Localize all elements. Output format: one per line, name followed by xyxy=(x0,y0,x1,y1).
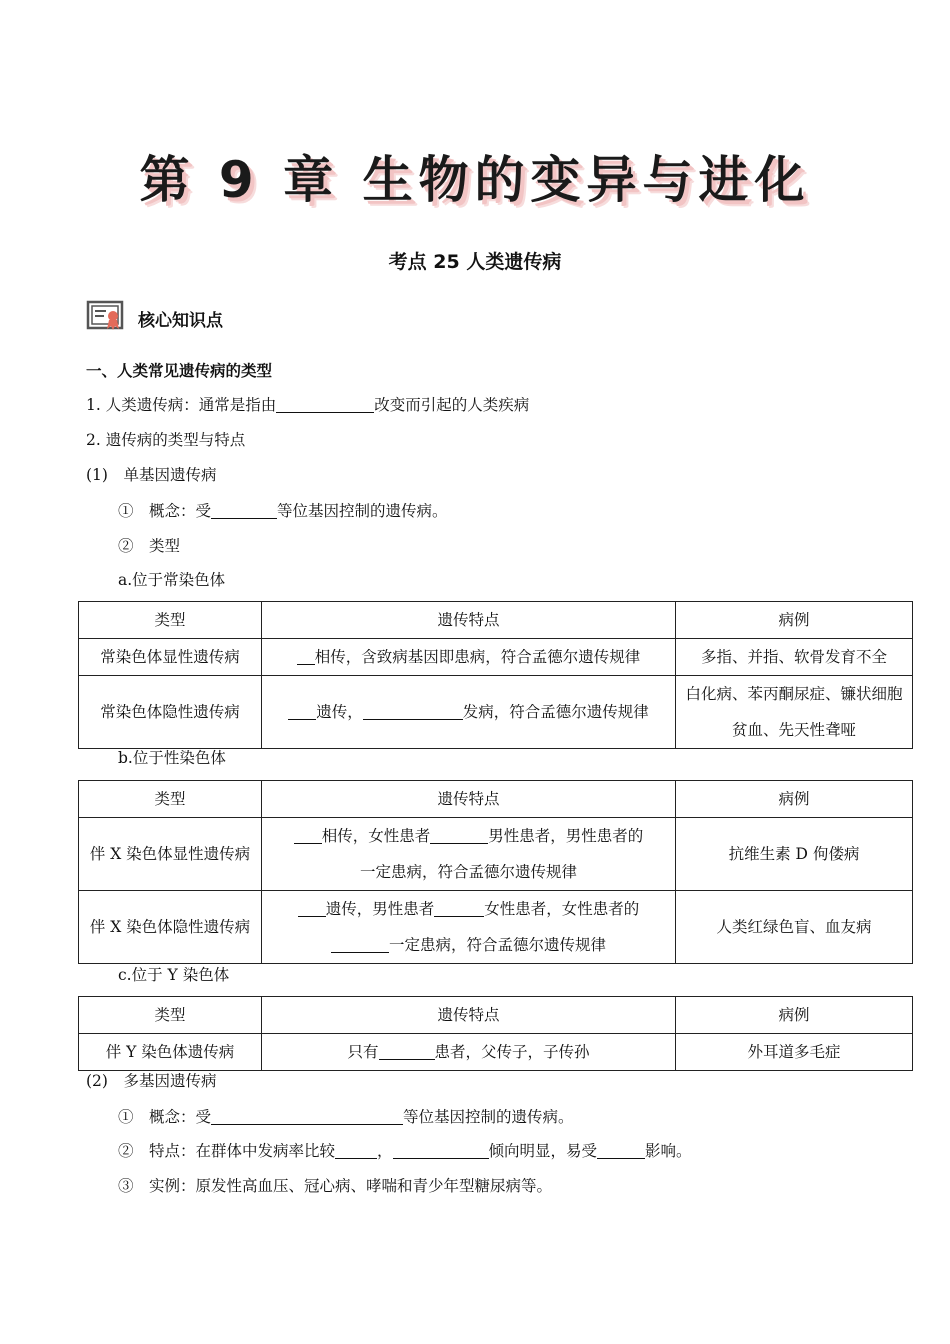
row-example: 多指、并指、软骨发育不全 xyxy=(676,639,913,676)
row-trait: 相传，含致病基因即患病，符合孟德尔遗传规律 xyxy=(262,639,676,676)
fill-blank[interactable] xyxy=(393,1142,489,1159)
header-type: 类型 xyxy=(79,602,262,639)
subheading-multi-gene: (2) 多基因遗传病 xyxy=(86,1072,217,1090)
sex-linked-table xyxy=(78,780,913,964)
header-example: 病例 xyxy=(676,602,913,639)
header-trait: 遗传特点 xyxy=(262,781,676,818)
row-trait: 遗传， 发病，符合孟德尔遗传规律 xyxy=(262,676,676,749)
row-example: 抗维生素 D 佝偻病 xyxy=(676,818,913,891)
concept-single-gene: ① 概念：受 等位基因控制的遗传病。 xyxy=(118,502,448,520)
features-multi-gene: ② 特点：在群体中发病率比较 ， 倾向明显，易受 影响。 xyxy=(118,1142,692,1160)
y-linked-label: c.位于 Y 染色体 xyxy=(118,966,230,984)
autosomal-table xyxy=(78,601,913,749)
fill-blank[interactable] xyxy=(430,827,488,844)
header-trait: 遗传特点 xyxy=(262,997,676,1034)
fill-blank[interactable] xyxy=(335,1142,377,1159)
table-row xyxy=(79,818,913,891)
header-example: 病例 xyxy=(676,781,913,818)
table-header-row xyxy=(79,997,913,1034)
row-example: 外耳道多毛症 xyxy=(676,1034,913,1071)
table-header-row xyxy=(79,602,913,639)
item-definition: 1. 人类遗传病：通常是指由 改变而引起的人类疾病 xyxy=(86,396,530,414)
fill-blank[interactable] xyxy=(288,703,316,720)
header-example: 病例 xyxy=(676,997,913,1034)
fill-blank[interactable] xyxy=(331,936,389,953)
fill-blank[interactable] xyxy=(294,827,322,844)
types-label: ② 类型 xyxy=(118,537,181,555)
fill-blank[interactable] xyxy=(211,502,277,519)
fill-blank[interactable] xyxy=(597,1142,645,1159)
fill-blank[interactable] xyxy=(211,1108,403,1125)
row-type: 伴 Y 染色体遗传病 xyxy=(79,1034,262,1071)
heading-disease-types: 一、人类常见遗传病的类型 xyxy=(86,362,273,380)
sex-linked-label: b.位于性染色体 xyxy=(118,749,226,767)
row-type: 常染色体隐性遗传病 xyxy=(79,676,262,749)
fill-blank[interactable] xyxy=(297,648,315,665)
row-trait: 相传，女性患者 男性患者，男性患者的 一定患病，符合孟德尔遗传规律 xyxy=(262,818,676,891)
subheading-single-gene: (1) 单基因遗传病 xyxy=(86,466,217,484)
row-trait: 遗传，男性患者 女性患者，女性患者的 一定患病，符合孟德尔遗传规律 xyxy=(262,891,676,964)
fill-blank[interactable] xyxy=(363,703,463,720)
item-types: 2. 遗传病的类型与特点 xyxy=(86,431,246,449)
y-linked-table xyxy=(78,996,913,1071)
header-trait: 遗传特点 xyxy=(262,602,676,639)
row-example: 白化病、苯丙酮尿症、镰状细胞贫血、先天性聋哑 xyxy=(676,676,913,749)
row-example: 人类红绿色盲、血友病 xyxy=(676,891,913,964)
row-type: 伴 X 染色体隐性遗传病 xyxy=(79,891,262,964)
certificate-icon xyxy=(86,298,126,332)
table-row xyxy=(79,891,913,964)
table-row xyxy=(79,676,913,749)
concept-multi-gene: ① 概念：受 等位基因控制的遗传病。 xyxy=(118,1108,574,1126)
autosomal-label: a.位于常染色体 xyxy=(118,571,226,589)
table-header-row xyxy=(79,781,913,818)
fill-blank[interactable] xyxy=(276,396,374,413)
row-type: 常染色体显性遗传病 xyxy=(79,639,262,676)
header-type: 类型 xyxy=(79,997,262,1034)
row-trait: 只有 患者，父传子，子传孙 xyxy=(262,1034,676,1071)
table-row xyxy=(79,1034,913,1071)
table-row xyxy=(79,639,913,676)
fill-blank[interactable] xyxy=(379,1043,435,1060)
fill-blank[interactable] xyxy=(298,900,326,917)
examples-multi-gene: ③ 实例：原发性高血压、冠心病、哮喘和青少年型糖尿病等。 xyxy=(118,1177,553,1195)
core-knowledge-label: 核心知识点 xyxy=(138,311,223,331)
chapter-title: 第 9 章 生物的变异与进化 xyxy=(139,151,811,209)
fill-blank[interactable] xyxy=(434,900,484,917)
row-type: 伴 X 染色体显性遗传病 xyxy=(79,818,262,891)
header-type: 类型 xyxy=(79,781,262,818)
section-title: 考点 25 人类遗传病 xyxy=(388,251,562,273)
